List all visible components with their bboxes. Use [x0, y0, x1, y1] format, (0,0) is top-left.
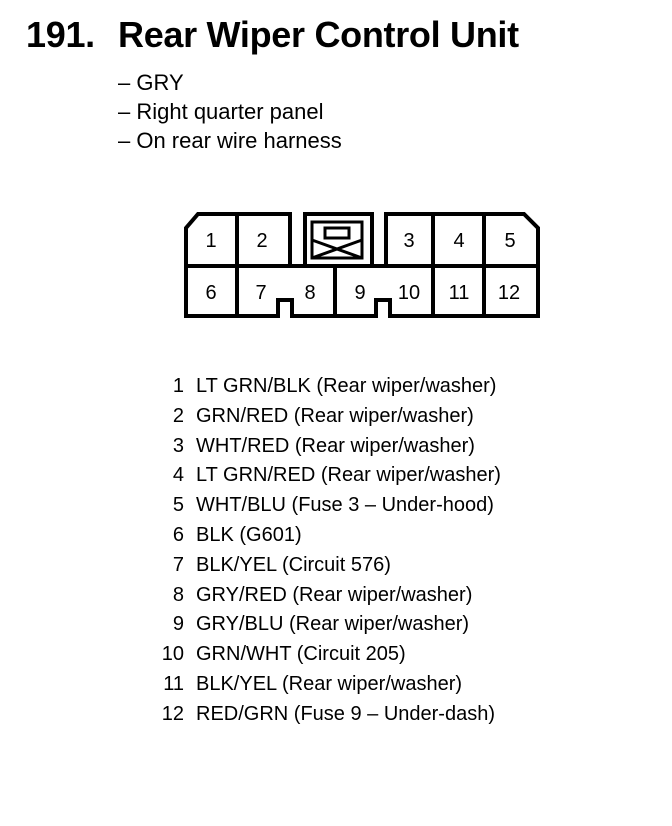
pin-number: 11 — [163, 672, 184, 695]
info-color: – GRY — [118, 70, 184, 95]
pin-description: LT GRN/RED (Rear wiper/washer) — [196, 464, 501, 487]
list-item — [150, 610, 501, 640]
pin-label-2: 2 — [256, 230, 268, 252]
pin-description: GRN/WHT (Circuit 205) — [196, 643, 406, 666]
pin-number: 9 — [172, 613, 184, 636]
pin-label-9: 9 — [354, 282, 366, 304]
pin-description: BLK/YEL (Rear wiper/washer) — [196, 672, 463, 695]
list-item — [150, 521, 501, 551]
pin-number: 5 — [172, 494, 184, 517]
pin-description: GRN/RED (Rear wiper/washer) — [196, 404, 474, 427]
list-item — [150, 551, 501, 581]
list-item — [150, 700, 501, 730]
pin-label-7: 7 — [255, 282, 267, 304]
pin-label-12: 12 — [497, 282, 521, 304]
pin-number: 1 — [172, 375, 184, 397]
pin-number: 6 — [172, 523, 184, 546]
pin-description: RED/GRN (Fuse 9 – Under-dash) — [196, 702, 495, 725]
info-location: – Right quarter panel — [118, 99, 324, 124]
list-item — [150, 372, 501, 402]
pin-description: WHT/BLU (Fuse 3 – Under-hood) — [196, 494, 494, 517]
list-item — [150, 491, 501, 521]
pin-description: GRY/BLU (Rear wiper/washer) — [196, 613, 470, 636]
pin-label-10: 10 — [397, 282, 421, 304]
pin-number: 2 — [172, 404, 184, 427]
list-item — [150, 670, 501, 700]
pin-label-6: 6 — [205, 282, 217, 304]
connector-key-icon — [312, 222, 362, 258]
list-item — [150, 402, 501, 432]
pin-label-4: 4 — [453, 230, 465, 252]
pin-number: 4 — [172, 464, 184, 487]
pin-label-3: 3 — [403, 230, 415, 252]
pin-description: WHT/RED (Rear wiper/washer) — [196, 434, 475, 457]
pin-list — [150, 372, 501, 730]
list-item — [150, 581, 501, 611]
pin-number: 10 — [161, 643, 184, 666]
title-number: 191. — [26, 14, 95, 55]
pin-number: 12 — [161, 702, 184, 725]
pin-label-5: 5 — [504, 230, 516, 252]
pin-number: 8 — [172, 583, 184, 606]
pin-description: GRY/RED (Rear wiper/washer) — [196, 583, 473, 606]
title-name: Rear Wiper Control Unit — [118, 14, 519, 55]
pin-description: BLK/YEL (Circuit 576) — [196, 553, 391, 576]
list-item — [150, 432, 501, 462]
pin-number: 7 — [172, 553, 184, 576]
pin-number: 3 — [172, 434, 184, 457]
list-item — [150, 461, 501, 491]
pin-label-11: 11 — [448, 282, 470, 304]
list-item — [150, 640, 501, 670]
connector-diagram — [0, 0, 672, 360]
pin-description: BLK (G601) — [196, 523, 302, 546]
pin-label-8: 8 — [304, 282, 316, 304]
info-harness: – On rear wire harness — [118, 128, 342, 153]
pin-label-1: 1 — [205, 230, 217, 252]
pin-description: LT GRN/BLK (Rear wiper/washer) — [196, 375, 497, 397]
